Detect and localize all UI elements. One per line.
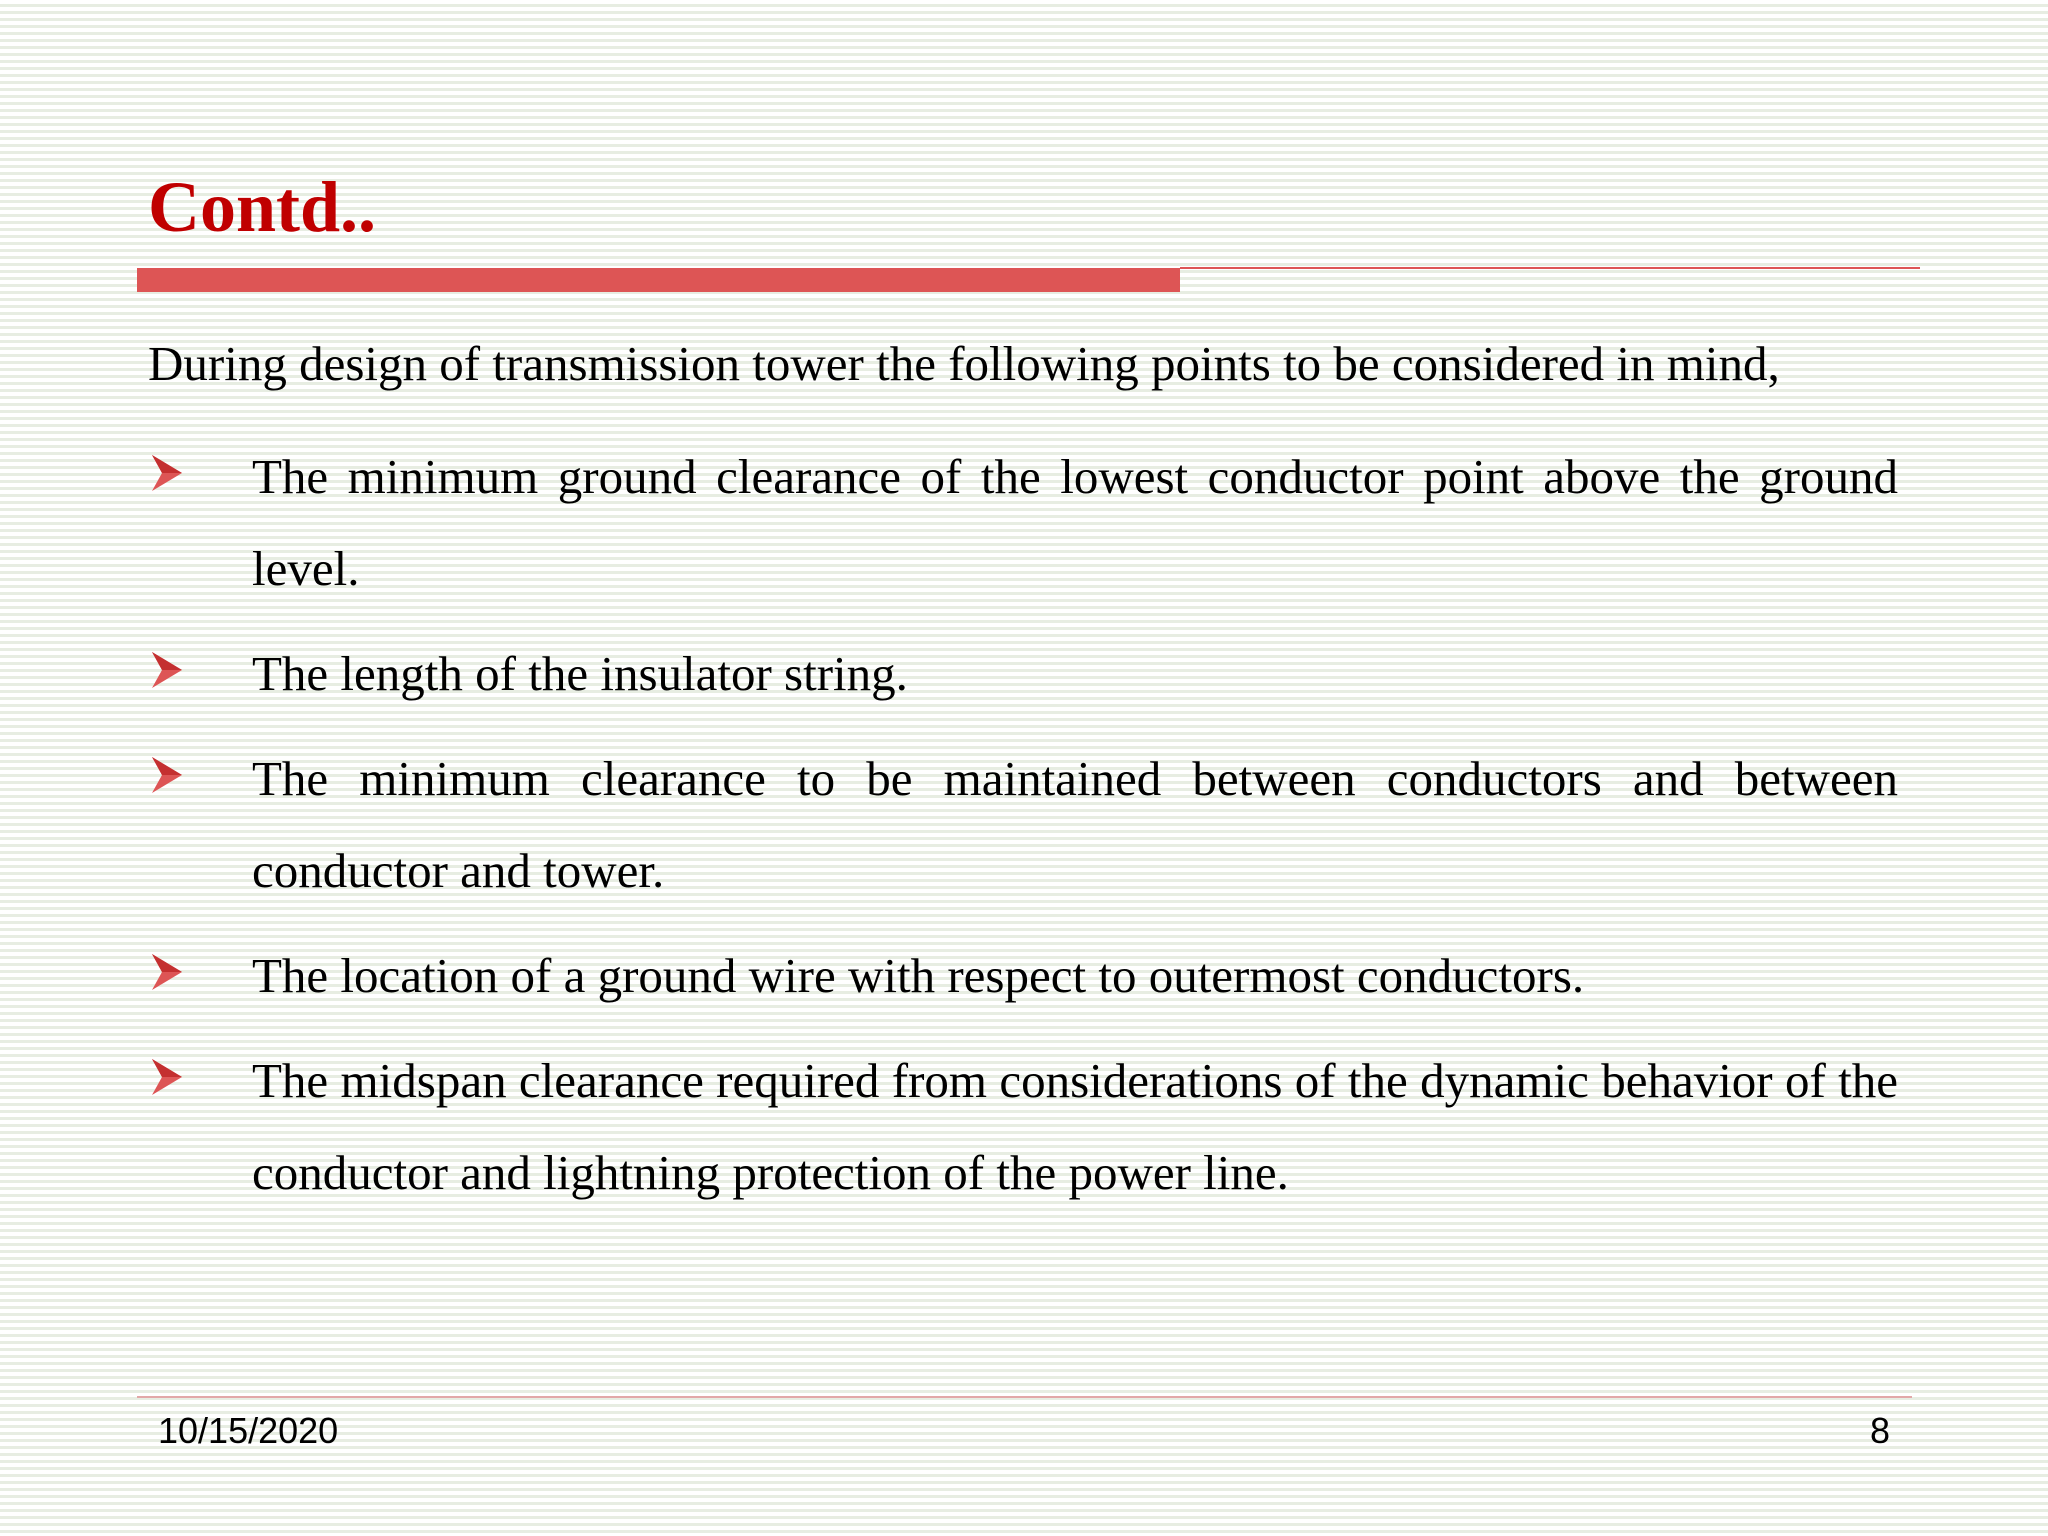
bullet-list: [148, 431, 1898, 1219]
title-underline-rule: [1180, 267, 1920, 269]
bullet-item: [148, 733, 1898, 917]
footer-divider: [137, 1396, 1912, 1398]
page-number: 8: [1869, 1410, 1890, 1451]
arrowhead-bullet-icon: [150, 650, 184, 690]
bullet-item: [148, 1035, 1898, 1219]
arrowhead-bullet-icon: [150, 453, 184, 493]
arrowhead-bullet-icon: [150, 755, 184, 795]
bullet-text: The midspan clearance required from considerations of the dynamic behavior of the conductor and lightning protection of the power line.: [252, 1053, 1898, 1200]
bullet-item: [148, 431, 1898, 615]
bullet-item: [148, 930, 1898, 1022]
arrowhead-bullet-icon: [150, 952, 184, 992]
bullet-item: [148, 628, 1898, 720]
bullet-text: The minimum clearance to be maintained between conductors and between conductor and tower.: [252, 751, 1898, 898]
bullet-text: The minimum ground clearance of the lowest conductor point above the ground level.: [252, 449, 1898, 596]
footer-date: 10/15/2020: [158, 1410, 339, 1451]
bullet-text: The length of the insulator string.: [252, 646, 908, 701]
bullet-text: The location of a ground wire with respect to outermost conductors.: [252, 948, 1585, 1003]
arrowhead-bullet-icon: [150, 1057, 184, 1097]
slide-title: Contd..: [148, 167, 377, 247]
intro-text: During design of transmission tower the following points to be considered in mind,: [148, 336, 1780, 391]
title-underline-bar: [137, 268, 1180, 292]
